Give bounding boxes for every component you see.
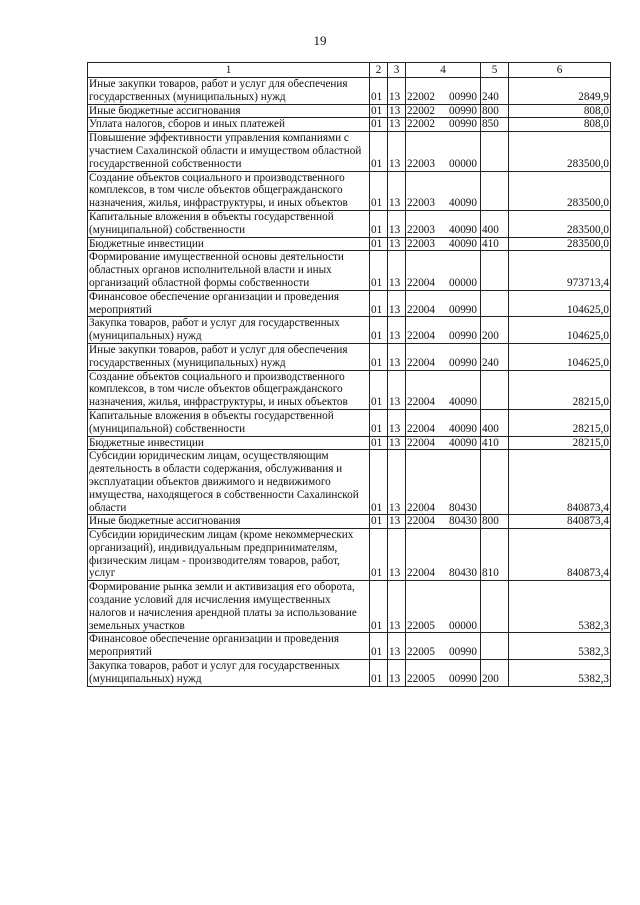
row-article-direction: 00000	[449, 619, 477, 632]
row-subsection: 13	[388, 370, 406, 409]
row-subsection: 13	[388, 343, 406, 370]
row-article-program: 22002	[407, 90, 435, 103]
row-section: 01	[370, 450, 388, 515]
row-section: 01	[370, 171, 388, 210]
table-row	[88, 633, 611, 660]
row-name: Формирование рынка земли и активизация его оборота, создание условий для исчисления имущественных налогов и начисления арендной платы за использование земельных участков	[88, 581, 370, 633]
row-subsection: 13	[388, 317, 406, 344]
row-expense-type	[481, 370, 509, 409]
row-article-program: 22004	[407, 330, 435, 343]
row-name: Финансовое обеспечение организации и проведения мероприятий	[88, 290, 370, 317]
row-article-program: 22005	[407, 619, 435, 632]
row-subsection: 13	[388, 515, 406, 529]
row-article	[406, 660, 481, 687]
row-name: Закупка товаров, работ и услуг для государственных (муниципальных) нужд	[88, 660, 370, 687]
row-article	[406, 290, 481, 317]
table-row	[88, 104, 611, 118]
row-article-direction: 40090	[449, 396, 477, 409]
row-expense-type: 800	[481, 104, 509, 118]
row-name: Иные закупки товаров, работ и услуг для обеспечения государственных (муниципальных) нужд	[88, 343, 370, 370]
row-section: 01	[370, 237, 388, 251]
row-article-program: 22004	[407, 356, 435, 369]
row-name: Финансовое обеспечение организации и проведения мероприятий	[88, 633, 370, 660]
row-amount: 5382,3	[509, 633, 611, 660]
row-name: Иные бюджетные ассигнования	[88, 515, 370, 529]
table-row	[88, 450, 611, 515]
row-subsection: 13	[388, 237, 406, 251]
row-subsection: 13	[388, 409, 406, 436]
row-section: 01	[370, 529, 388, 581]
table-row	[88, 317, 611, 344]
row-name: Капитальные вложения в объекты государственной (муниципальной) собственности	[88, 409, 370, 436]
row-subsection: 13	[388, 581, 406, 633]
row-article-program: 22004	[407, 567, 435, 580]
row-amount: 283500,0	[509, 132, 611, 171]
row-article-program: 22004	[407, 303, 435, 316]
row-subsection: 13	[388, 171, 406, 210]
row-amount: 28215,0	[509, 409, 611, 436]
row-article-program: 22003	[407, 237, 435, 250]
table-header-row	[88, 63, 611, 78]
row-article-program: 22005	[407, 646, 435, 659]
header-col-2: 2	[370, 63, 388, 78]
table-row	[88, 370, 611, 409]
row-article-direction: 00000	[449, 276, 477, 289]
table-row	[88, 660, 611, 687]
row-article	[406, 210, 481, 237]
row-article-direction: 00990	[449, 118, 477, 131]
row-amount: 283500,0	[509, 210, 611, 237]
row-section: 01	[370, 132, 388, 171]
row-article	[406, 78, 481, 105]
row-section: 01	[370, 317, 388, 344]
row-amount: 104625,0	[509, 290, 611, 317]
table-row	[88, 436, 611, 450]
budget-table-body	[88, 63, 611, 687]
row-section: 01	[370, 78, 388, 105]
row-amount: 973713,4	[509, 251, 611, 290]
row-article	[406, 436, 481, 450]
table-row	[88, 251, 611, 290]
row-article	[406, 529, 481, 581]
row-article-direction: 40090	[449, 223, 477, 236]
header-col-6: 6	[509, 63, 611, 78]
row-expense-type: 850	[481, 118, 509, 132]
row-amount: 283500,0	[509, 171, 611, 210]
row-name: Иные бюджетные ассигнования	[88, 104, 370, 118]
row-amount: 840873,4	[509, 515, 611, 529]
row-article	[406, 104, 481, 118]
header-col-5: 5	[481, 63, 509, 78]
row-subsection: 13	[388, 529, 406, 581]
row-article-direction: 00990	[449, 303, 477, 316]
header-col-4: 4	[406, 63, 481, 78]
table-row	[88, 118, 611, 132]
row-name: Закупка товаров, работ и услуг для государственных (муниципальных) нужд	[88, 317, 370, 344]
row-name: Бюджетные инвестиции	[88, 237, 370, 251]
row-article-program: 22002	[407, 104, 435, 117]
row-expense-type	[481, 450, 509, 515]
table-row	[88, 171, 611, 210]
row-article-program: 22004	[407, 515, 435, 528]
row-section: 01	[370, 436, 388, 450]
row-article	[406, 515, 481, 529]
row-article-direction: 00990	[449, 356, 477, 369]
row-article-program: 22004	[407, 436, 435, 449]
row-expense-type	[481, 633, 509, 660]
row-article	[406, 343, 481, 370]
row-article	[406, 450, 481, 515]
row-section: 01	[370, 370, 388, 409]
row-article-program: 22003	[407, 197, 435, 210]
row-name: Уплата налогов, сборов и иных платежей	[88, 118, 370, 132]
row-expense-type	[481, 290, 509, 317]
row-expense-type: 800	[481, 515, 509, 529]
page-number: 19	[313, 33, 327, 48]
row-expense-type: 410	[481, 237, 509, 251]
row-subsection: 13	[388, 251, 406, 290]
row-article-direction: 40090	[449, 422, 477, 435]
row-section: 01	[370, 343, 388, 370]
row-article-direction: 00990	[449, 330, 477, 343]
row-expense-type: 410	[481, 436, 509, 450]
row-article-direction: 80430	[449, 567, 477, 580]
row-section: 01	[370, 104, 388, 118]
row-article-direction: 00000	[449, 157, 477, 170]
row-amount: 104625,0	[509, 343, 611, 370]
row-amount: 28215,0	[509, 436, 611, 450]
table-row	[88, 290, 611, 317]
row-name: Субсидии юридическим лицам, осуществляющим деятельность в области содержания, обслуживания и эксплуатации объектов движимого и недвижимого имущества, находящегося в собственности Сахалинской области	[88, 450, 370, 515]
row-amount: 5382,3	[509, 660, 611, 687]
row-expense-type: 240	[481, 343, 509, 370]
table-row	[88, 78, 611, 105]
row-section: 01	[370, 409, 388, 436]
row-article	[406, 237, 481, 251]
row-article-direction: 40090	[449, 436, 477, 449]
row-subsection: 13	[388, 104, 406, 118]
budget-table	[87, 62, 611, 687]
row-subsection: 13	[388, 210, 406, 237]
row-name: Формирование имущественной основы деятельности областных органов исполнительной власти и иных организаций областной формы собственности	[88, 251, 370, 290]
row-article	[406, 581, 481, 633]
row-expense-type: 810	[481, 529, 509, 581]
row-article	[406, 370, 481, 409]
row-article-direction: 40090	[449, 197, 477, 210]
row-section: 01	[370, 251, 388, 290]
row-amount: 840873,4	[509, 529, 611, 581]
row-article-direction: 00990	[449, 90, 477, 103]
row-article	[406, 132, 481, 171]
row-article-program: 22002	[407, 118, 435, 131]
row-expense-type: 400	[481, 409, 509, 436]
row-article-direction: 80430	[449, 515, 477, 528]
row-article-program: 22003	[407, 223, 435, 236]
row-article	[406, 251, 481, 290]
table-row	[88, 529, 611, 581]
row-section: 01	[370, 633, 388, 660]
row-article-program: 22004	[407, 501, 435, 514]
table-row	[88, 237, 611, 251]
row-name: Иные закупки товаров, работ и услуг для обеспечения государственных (муниципальных) нужд	[88, 78, 370, 105]
table-row	[88, 581, 611, 633]
row-expense-type: 200	[481, 317, 509, 344]
row-section: 01	[370, 290, 388, 317]
row-article-direction: 00990	[449, 104, 477, 117]
row-name: Создание объектов социального и производственного комплексов, в том числе объектов общегражданского назначения, жилья, инфраструктуры, и иных объектов	[88, 171, 370, 210]
row-article-direction: 00990	[449, 646, 477, 659]
row-article-direction: 40090	[449, 237, 477, 250]
row-section: 01	[370, 581, 388, 633]
row-expense-type: 400	[481, 210, 509, 237]
row-section: 01	[370, 210, 388, 237]
table-row	[88, 515, 611, 529]
row-expense-type	[481, 171, 509, 210]
row-article-program: 22005	[407, 672, 435, 685]
row-article-direction: 80430	[449, 501, 477, 514]
row-article-program: 22004	[407, 396, 435, 409]
row-article-program: 22004	[407, 422, 435, 435]
row-name: Бюджетные инвестиции	[88, 436, 370, 450]
row-expense-type	[481, 132, 509, 171]
row-subsection: 13	[388, 290, 406, 317]
row-expense-type: 240	[481, 78, 509, 105]
row-amount: 104625,0	[509, 317, 611, 344]
row-expense-type	[481, 581, 509, 633]
row-article-program: 22004	[407, 276, 435, 289]
row-article-program: 22003	[407, 157, 435, 170]
row-article	[406, 317, 481, 344]
row-subsection: 13	[388, 660, 406, 687]
header-col-3: 3	[388, 63, 406, 78]
row-article	[406, 171, 481, 210]
row-amount: 840873,4	[509, 450, 611, 515]
row-name: Субсидии юридическим лицам (кроме некоммерческих организаций), индивидуальным предпринимателям, физическим лицам - производителям товаров, работ, услуг	[88, 529, 370, 581]
row-amount: 5382,3	[509, 581, 611, 633]
row-section: 01	[370, 515, 388, 529]
row-name: Повышение эффективности управления компаниями с участием Сахалинской области и имуществом областной государственной собственности	[88, 132, 370, 171]
row-subsection: 13	[388, 633, 406, 660]
row-subsection: 13	[388, 78, 406, 105]
row-section: 01	[370, 118, 388, 132]
row-article	[406, 118, 481, 132]
row-article	[406, 633, 481, 660]
row-amount: 283500,0	[509, 237, 611, 251]
table-row	[88, 409, 611, 436]
row-subsection: 13	[388, 132, 406, 171]
row-name: Капитальные вложения в объекты государственной (муниципальной) собственности	[88, 210, 370, 237]
row-article-direction: 00990	[449, 672, 477, 685]
row-subsection: 13	[388, 436, 406, 450]
row-expense-type	[481, 251, 509, 290]
row-expense-type: 200	[481, 660, 509, 687]
row-article	[406, 409, 481, 436]
row-amount: 808,0	[509, 118, 611, 132]
header-col-1: 1	[88, 63, 370, 78]
table-row	[88, 210, 611, 237]
table-row	[88, 132, 611, 171]
row-name: Создание объектов социального и производственного комплексов, в том числе объектов общегражданского назначения, жилья, инфраструктуры, и иных объектов	[88, 370, 370, 409]
row-subsection: 13	[388, 118, 406, 132]
row-section: 01	[370, 660, 388, 687]
row-subsection: 13	[388, 450, 406, 515]
row-amount: 808,0	[509, 104, 611, 118]
row-amount: 2849,9	[509, 78, 611, 105]
row-amount: 28215,0	[509, 370, 611, 409]
table-row	[88, 343, 611, 370]
